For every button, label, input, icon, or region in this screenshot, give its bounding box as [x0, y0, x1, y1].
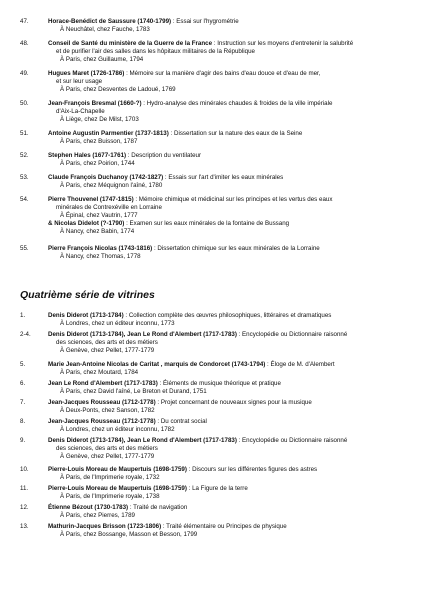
entry-author: Jean-Jacques Rousseau (1712-1778) [48, 418, 156, 425]
entry-title: : Projet concernant de nouveaux signes pour la musique [155, 399, 312, 406]
entry-publication [60, 369, 138, 377]
entry-author: Denis Diderot (1713-1784) [48, 312, 124, 319]
entry-text [48, 399, 312, 407]
entry-author: Horace-Benédict de Saussure (1740-1799) [48, 18, 172, 25]
entry-publication [60, 493, 160, 501]
entry-publication [60, 56, 143, 64]
entry-text [48, 418, 207, 426]
entry-text [48, 437, 347, 445]
entry-author: Pierre-Louis Moreau de Maupertuis (1698-1759) [48, 485, 187, 492]
entry-text [48, 220, 289, 228]
entry-title: minérales de Contrexéville en Lorraine [56, 204, 162, 211]
entry-number: 49. [20, 70, 29, 77]
entry-title: : Mémoire chimique et médicinal sur les principes et les vertus des eaux [133, 196, 333, 203]
entry-title: et sur leur usage [56, 78, 103, 85]
entry-text [56, 445, 158, 453]
entry-author: Jean-Jacques Rousseau (1712-1778) [48, 399, 156, 406]
entry-author: Hugues Maret (1726-1786) [48, 70, 125, 77]
entry-number: 12. [20, 504, 29, 511]
entry-text [48, 331, 347, 339]
entry-text [48, 152, 201, 160]
entry-title: À Paris, chez Méquignon l'aîné, 1780 [60, 182, 163, 189]
entry-title: : Éléments de musique théorique et pratique [157, 380, 281, 387]
entry-publication [60, 388, 207, 396]
entry-publication [60, 228, 134, 236]
entry-number: 11. [20, 485, 29, 492]
entry-title: À Deux-Ponts, chez Sanson, 1782 [60, 407, 155, 414]
entry-title: À Nancy, chez Babin, 1774 [60, 228, 135, 235]
entry-title: À Genève, chez Pellet, 1777-1779 [60, 347, 155, 354]
entry-publication [60, 26, 150, 34]
entry-text [48, 380, 281, 388]
section-title: Quatrième série de vitrines [20, 289, 155, 301]
entry-number: 2-4. [20, 331, 31, 338]
entry-title: À Paris, chez Desventes de Ladoué, 1769 [60, 86, 176, 93]
entry-number: 48. [20, 40, 29, 47]
entry-text [48, 18, 239, 26]
entry-text [48, 130, 302, 138]
entry-title: À Paris, de l'Imprimerie royale, 1732 [60, 474, 160, 481]
entry-number: 8. [20, 418, 26, 425]
entry-number: 9. [20, 437, 26, 444]
entry-publication [60, 426, 175, 434]
entry-text [48, 100, 332, 108]
entry-publication [60, 320, 175, 328]
entry-title: À Paris, chez Pierres, 1789 [60, 512, 135, 519]
entry-title: : Essais sur l'art d'imiter les eaux minérales [163, 174, 284, 181]
entry-title: des sciences, des arts et des métiers [56, 445, 158, 452]
entry-title: À Paris, chez Bossange, Masson et Besson, 1799 [60, 531, 198, 538]
entry-title: À Paris, chez Guillaume, 1794 [60, 56, 144, 63]
entry-number: 55. [20, 245, 29, 252]
entry-author: Pierre François Nicolas (1743-1816) [48, 245, 153, 252]
entry-title: À Londres, chez un éditeur inconnu, 1782 [60, 426, 175, 433]
entry-text [48, 523, 287, 531]
entry-title: À Épinal, chez Vautrin, 1777 [60, 212, 138, 219]
entry-title: À Paris, chez Moutard, 1784 [60, 369, 139, 376]
entry-number: 10. [20, 466, 29, 473]
entry-author: Stephen Hales (1677-1761) [48, 152, 127, 159]
entry-title: À Paris, de l'Imprimerie royale, 1738 [60, 493, 160, 500]
entry-number: 7. [20, 399, 26, 406]
entry-publication [60, 253, 141, 261]
entry-author: Denis Diderot (1713-1784), Jean Le Rond d'Alembert (1717-1783) [48, 437, 237, 444]
entry-title: : Discours sur les différentes figures des astres [186, 466, 318, 473]
entry-title: : Essai sur l'hygrométrie [171, 18, 239, 25]
entry-text [48, 466, 317, 474]
entry-title: À Paris, chez David l'aîné, Le Breton et Durand, 1751 [60, 388, 207, 395]
entry-text [48, 70, 321, 78]
entry-title: et de purifier l'air des salles dans les hôpitaux militaires de la République [56, 48, 255, 55]
entry-title: : Du contrat social [155, 418, 207, 425]
entry-number: 51. [20, 130, 29, 137]
entry-title: : Encyclopédie ou Dictionnaire raisonné [236, 437, 348, 444]
entry-title: : Dissertation sur la nature des eaux de la Seine [168, 130, 303, 137]
entry-title: À Paris, chez Poirion, 1744 [60, 160, 135, 167]
entry-text [56, 48, 255, 56]
entry-publication [60, 407, 155, 415]
entry-title: : Hydro-analyse des minérales chaudes & froides de la ville impériale [141, 100, 333, 107]
entry-text [48, 40, 353, 48]
entry-publication [60, 512, 135, 520]
entry-text [48, 312, 331, 320]
entry-text [48, 361, 335, 369]
entry-number: 6. [20, 380, 26, 387]
entry-title: : Dissertation chimique sur les eaux minérales de la Lorraine [152, 245, 320, 252]
entry-number: 5. [20, 361, 26, 368]
entry-publication [60, 138, 137, 146]
entry-title: : Éloge de M. d'Alembert [265, 361, 335, 368]
entry-number: 54. [20, 196, 29, 203]
entry-title: À Londres, chez un éditeur inconnu, 1773 [60, 320, 175, 327]
entry-title: : La Figure de la terre [186, 485, 248, 492]
entry-publication [60, 212, 138, 220]
entry-author: Pierre Thouvenel (1747-1815) [48, 196, 134, 203]
entry-title: : Instruction sur les moyens d'entretenir la salubrité [212, 40, 354, 47]
entry-publication [60, 182, 162, 190]
entry-number: 52. [20, 152, 29, 159]
entry-text [48, 485, 248, 493]
entry-title: : Examen sur les eaux minérales de la fontaine de Bussang [124, 220, 290, 227]
entry-number: 47. [20, 18, 29, 25]
entry-author: Pierre-Louis Moreau de Maupertuis (1698-1759) [48, 466, 187, 473]
entry-text [56, 339, 158, 347]
entry-title: : Mémoire sur la manière d'agir des bains d'eau douce et d'eau de mer, [124, 70, 321, 77]
entry-publication [60, 116, 139, 124]
entry-text [48, 174, 283, 182]
entry-title: : Description du ventilateur [126, 152, 202, 159]
entry-publication [60, 474, 160, 482]
entry-text [48, 196, 332, 204]
entry-title: : Encyclopédie ou Dictionnaire raisonné [236, 331, 348, 338]
entry-text [56, 78, 102, 86]
entry-author: Claude François Duchanoy (1742-1827) [48, 174, 164, 181]
entry-number: 50. [20, 100, 29, 107]
entry-author: Jean-François Bresmal (1660-?) [48, 100, 142, 107]
entry-title: À Genève, chez Pellet, 1777-1779 [60, 453, 155, 460]
entry-author: Mathurin-Jacques Brisson (1723-1806) [48, 523, 162, 530]
entry-title: : Collection complète des œuvres philosophiques, littéraires et dramatiques [123, 312, 332, 319]
entry-title: des sciences, des arts et des métiers [56, 339, 158, 346]
entry-publication [60, 531, 197, 539]
entry-author: Conseil de Santé du ministère de la Guerre de la France [48, 40, 213, 47]
entry-author: Étienne Bézout (1730-1783) [48, 504, 129, 511]
entry-author: Antoine Augustin Parmentier (1737-1813) [48, 130, 169, 137]
entry-text [56, 108, 105, 116]
entry-author: Marie Jean-Antoine Nicolas de Caritat , marquis de Condorcet (1743-1794) [48, 361, 266, 368]
entry-publication [60, 347, 154, 355]
entry-title: À Liège, chez De Milst, 1703 [60, 116, 139, 123]
entry-text [48, 245, 320, 253]
entry-title: À Nancy, chez Thomas, 1778 [60, 253, 141, 260]
entry-publication [60, 453, 154, 461]
entry-title: : Traité de navigation [128, 504, 188, 511]
entry-text [56, 204, 162, 212]
entry-title: d'Aix-La-Chapelle [56, 108, 105, 115]
entry-number: 53. [20, 174, 29, 181]
entry-title: À Paris, chez Buisson, 1787 [60, 138, 138, 145]
entry-number: 13. [20, 523, 29, 530]
entry-publication [60, 160, 135, 168]
entry-title: À Neuchâtel, chez Fauche, 1783 [60, 26, 150, 33]
entry-author: & Nicolas Didelot (?-1790) [48, 220, 125, 227]
entry-number: 1. [20, 312, 26, 319]
entry-title: : Traité élémentaire ou Principes de physique [161, 523, 287, 530]
entry-text [48, 504, 187, 512]
entry-author: Denis Diderot (1713-1784), Jean Le Rond d'Alembert (1717-1783) [48, 331, 237, 338]
entry-author: Jean Le Rond d'Alembert (1717-1783) [48, 380, 158, 387]
entry-publication [60, 86, 176, 94]
